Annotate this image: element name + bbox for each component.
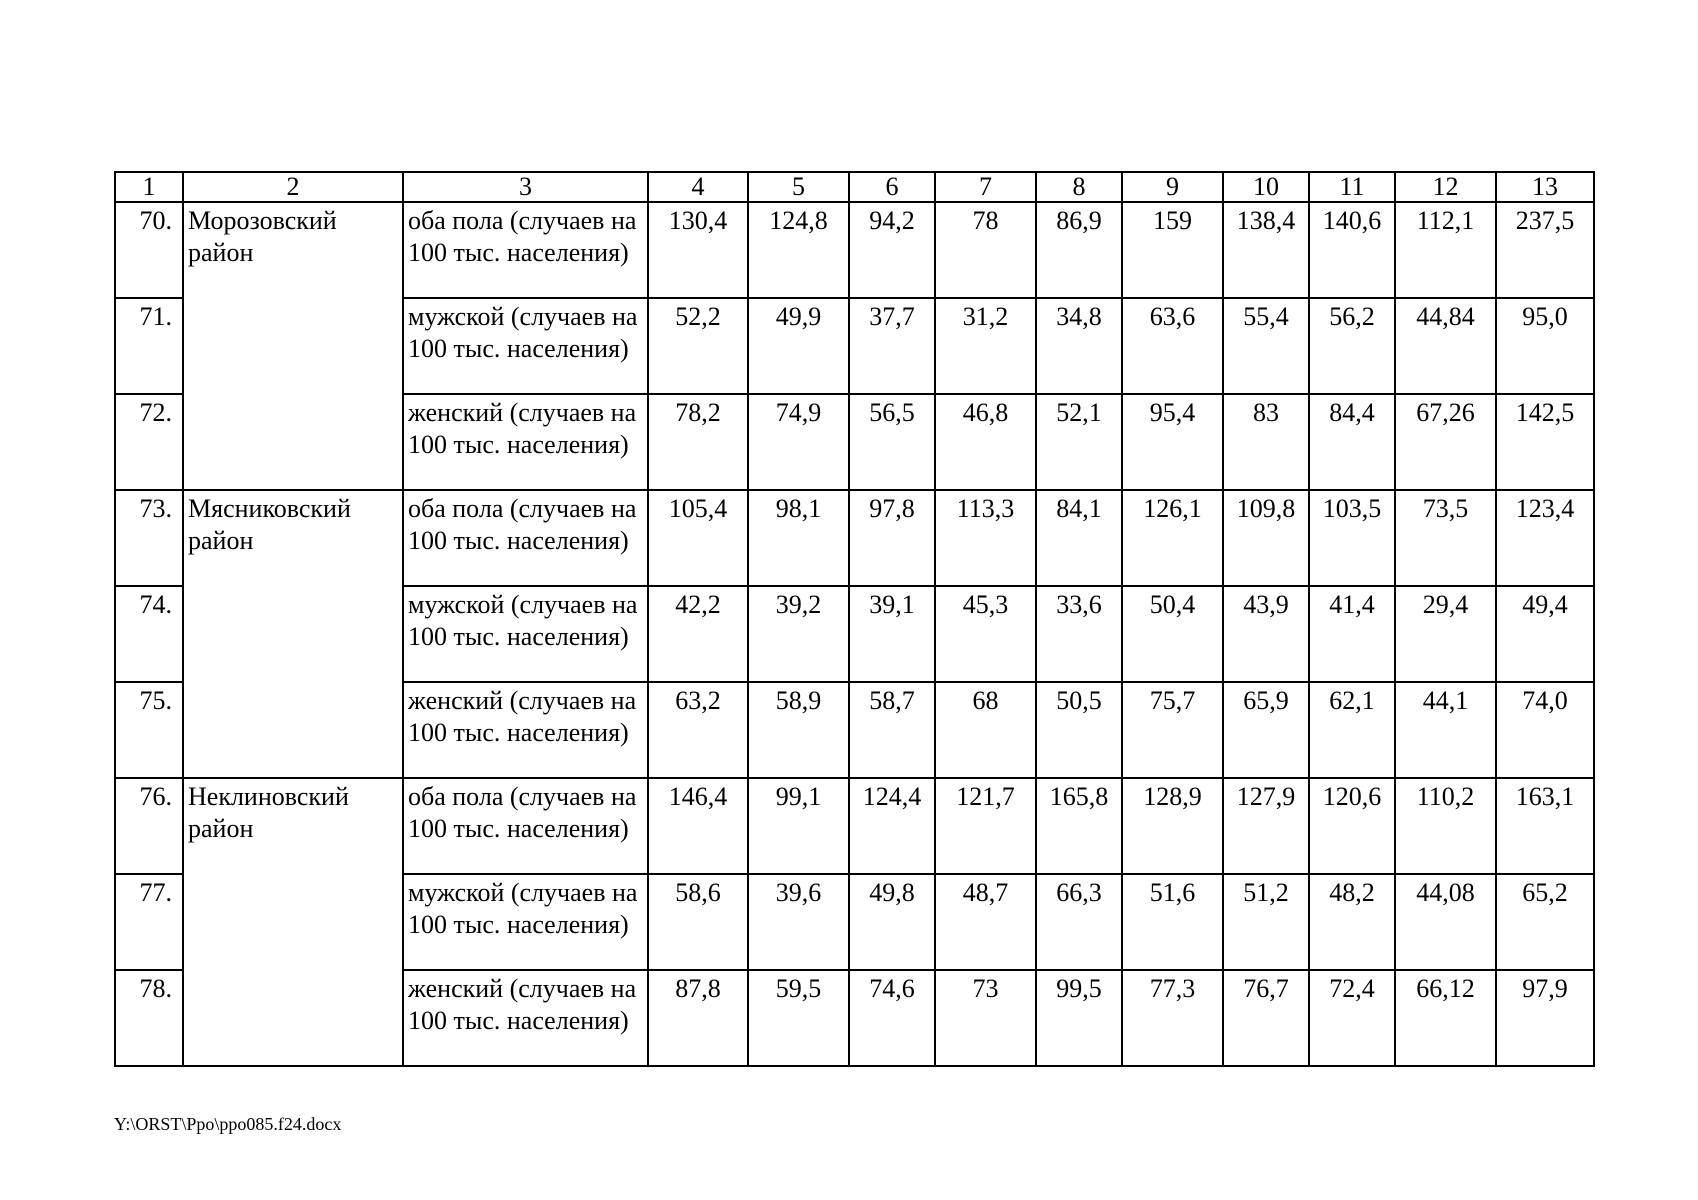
statistics-table — [114, 171, 1595, 1067]
value-cell: 49,4 — [1496, 586, 1594, 682]
value-cell: 63,2 — [648, 682, 748, 778]
value-cell: 97,8 — [849, 490, 935, 586]
value-cell: 103,5 — [1309, 490, 1395, 586]
value-cell: 99,1 — [748, 778, 849, 874]
column-number: 1 — [115, 172, 183, 202]
value-cell: 42,2 — [648, 586, 748, 682]
row-number: 70. — [115, 202, 183, 298]
value-cell: 130,4 — [648, 202, 748, 298]
value-cell: 138,4 — [1223, 202, 1309, 298]
row-number: 73. — [115, 490, 183, 586]
value-cell: 126,1 — [1122, 490, 1223, 586]
value-cell: 33,6 — [1036, 586, 1122, 682]
value-cell: 77,3 — [1122, 970, 1223, 1066]
value-cell: 87,8 — [648, 970, 748, 1066]
value-cell: 142,5 — [1496, 394, 1594, 490]
value-cell: 39,6 — [748, 874, 849, 970]
value-cell: 50,4 — [1122, 586, 1223, 682]
row-number: 74. — [115, 586, 183, 682]
file-path-footer: Y:\ORST\Ppo\ppo085.f24.docx — [114, 1114, 342, 1134]
indicator-description: оба пола (случаев на 100 тыс. населения) — [403, 778, 648, 874]
column-number: 9 — [1122, 172, 1223, 202]
value-cell: 237,5 — [1496, 202, 1594, 298]
column-number-row — [115, 172, 1594, 202]
value-cell: 44,08 — [1395, 874, 1496, 970]
value-cell: 97,9 — [1496, 970, 1594, 1066]
row-number: 76. — [115, 778, 183, 874]
indicator-description: мужской (случаев на 100 тыс. населения) — [403, 298, 648, 394]
value-cell: 66,12 — [1395, 970, 1496, 1066]
value-cell: 78,2 — [648, 394, 748, 490]
value-cell: 51,6 — [1122, 874, 1223, 970]
value-cell: 49,8 — [849, 874, 935, 970]
value-cell: 72,4 — [1309, 970, 1395, 1066]
value-cell: 95,4 — [1122, 394, 1223, 490]
value-cell: 124,8 — [748, 202, 849, 298]
value-cell: 44,1 — [1395, 682, 1496, 778]
value-cell: 39,2 — [748, 586, 849, 682]
value-cell: 94,2 — [849, 202, 935, 298]
indicator-description: женский (случаев на 100 тыс. населения) — [403, 394, 648, 490]
row-number: 77. — [115, 874, 183, 970]
table-row — [115, 490, 1594, 586]
table-body — [115, 172, 1594, 1066]
value-cell: 56,5 — [849, 394, 935, 490]
value-cell: 46,8 — [935, 394, 1036, 490]
value-cell: 140,6 — [1309, 202, 1395, 298]
indicator-description: оба пола (случаев на 100 тыс. населения) — [403, 490, 648, 586]
value-cell: 48,2 — [1309, 874, 1395, 970]
value-cell: 52,1 — [1036, 394, 1122, 490]
value-cell: 56,2 — [1309, 298, 1395, 394]
column-number: 11 — [1309, 172, 1395, 202]
value-cell: 31,2 — [935, 298, 1036, 394]
column-number: 12 — [1395, 172, 1496, 202]
value-cell: 37,7 — [849, 298, 935, 394]
value-cell: 65,9 — [1223, 682, 1309, 778]
value-cell: 34,8 — [1036, 298, 1122, 394]
column-number: 3 — [403, 172, 648, 202]
region-name: Морозовский район — [183, 202, 403, 490]
value-cell: 45,3 — [935, 586, 1036, 682]
value-cell: 113,3 — [935, 490, 1036, 586]
indicator-description: женский (случаев на 100 тыс. населения) — [403, 970, 648, 1066]
value-cell: 76,7 — [1223, 970, 1309, 1066]
value-cell: 67,26 — [1395, 394, 1496, 490]
value-cell: 124,4 — [849, 778, 935, 874]
value-cell: 65,2 — [1496, 874, 1594, 970]
region-name: Неклиновский район — [183, 778, 403, 1066]
value-cell: 66,3 — [1036, 874, 1122, 970]
value-cell: 73,5 — [1395, 490, 1496, 586]
column-number: 6 — [849, 172, 935, 202]
value-cell: 86,9 — [1036, 202, 1122, 298]
value-cell: 128,9 — [1122, 778, 1223, 874]
value-cell: 52,2 — [648, 298, 748, 394]
value-cell: 163,1 — [1496, 778, 1594, 874]
value-cell: 48,7 — [935, 874, 1036, 970]
region-name: Мясниковский район — [183, 490, 403, 778]
value-cell: 49,9 — [748, 298, 849, 394]
value-cell: 105,4 — [648, 490, 748, 586]
value-cell: 74,6 — [849, 970, 935, 1066]
row-number: 72. — [115, 394, 183, 490]
row-number: 78. — [115, 970, 183, 1066]
indicator-description: оба пола (случаев на 100 тыс. населения) — [403, 202, 648, 298]
value-cell: 59,5 — [748, 970, 849, 1066]
value-cell: 99,5 — [1036, 970, 1122, 1066]
value-cell: 43,9 — [1223, 586, 1309, 682]
value-cell: 159 — [1122, 202, 1223, 298]
value-cell: 73 — [935, 970, 1036, 1066]
table-row — [115, 202, 1594, 298]
value-cell: 78 — [935, 202, 1036, 298]
value-cell: 110,2 — [1395, 778, 1496, 874]
value-cell: 55,4 — [1223, 298, 1309, 394]
value-cell: 58,6 — [648, 874, 748, 970]
indicator-description: мужской (случаев на 100 тыс. населения) — [403, 874, 648, 970]
value-cell: 127,9 — [1223, 778, 1309, 874]
value-cell: 95,0 — [1496, 298, 1594, 394]
value-cell: 84,4 — [1309, 394, 1395, 490]
value-cell: 58,7 — [849, 682, 935, 778]
row-number: 71. — [115, 298, 183, 394]
value-cell: 63,6 — [1122, 298, 1223, 394]
value-cell: 98,1 — [748, 490, 849, 586]
value-cell: 39,1 — [849, 586, 935, 682]
value-cell: 29,4 — [1395, 586, 1496, 682]
value-cell: 84,1 — [1036, 490, 1122, 586]
column-number: 4 — [648, 172, 748, 202]
value-cell: 83 — [1223, 394, 1309, 490]
column-number: 2 — [183, 172, 403, 202]
value-cell: 165,8 — [1036, 778, 1122, 874]
value-cell: 44,84 — [1395, 298, 1496, 394]
value-cell: 120,6 — [1309, 778, 1395, 874]
value-cell: 51,2 — [1223, 874, 1309, 970]
column-number: 7 — [935, 172, 1036, 202]
value-cell: 74,9 — [748, 394, 849, 490]
value-cell: 112,1 — [1395, 202, 1496, 298]
value-cell: 123,4 — [1496, 490, 1594, 586]
column-number: 8 — [1036, 172, 1122, 202]
indicator-description: женский (случаев на 100 тыс. населения) — [403, 682, 648, 778]
value-cell: 74,0 — [1496, 682, 1594, 778]
table-row — [115, 778, 1594, 874]
column-number: 13 — [1496, 172, 1594, 202]
value-cell: 75,7 — [1122, 682, 1223, 778]
value-cell: 50,5 — [1036, 682, 1122, 778]
column-number: 10 — [1223, 172, 1309, 202]
column-number: 5 — [748, 172, 849, 202]
value-cell: 58,9 — [748, 682, 849, 778]
row-number: 75. — [115, 682, 183, 778]
value-cell: 109,8 — [1223, 490, 1309, 586]
indicator-description: мужской (случаев на 100 тыс. населения) — [403, 586, 648, 682]
value-cell: 68 — [935, 682, 1036, 778]
value-cell: 146,4 — [648, 778, 748, 874]
value-cell: 62,1 — [1309, 682, 1395, 778]
value-cell: 41,4 — [1309, 586, 1395, 682]
value-cell: 121,7 — [935, 778, 1036, 874]
